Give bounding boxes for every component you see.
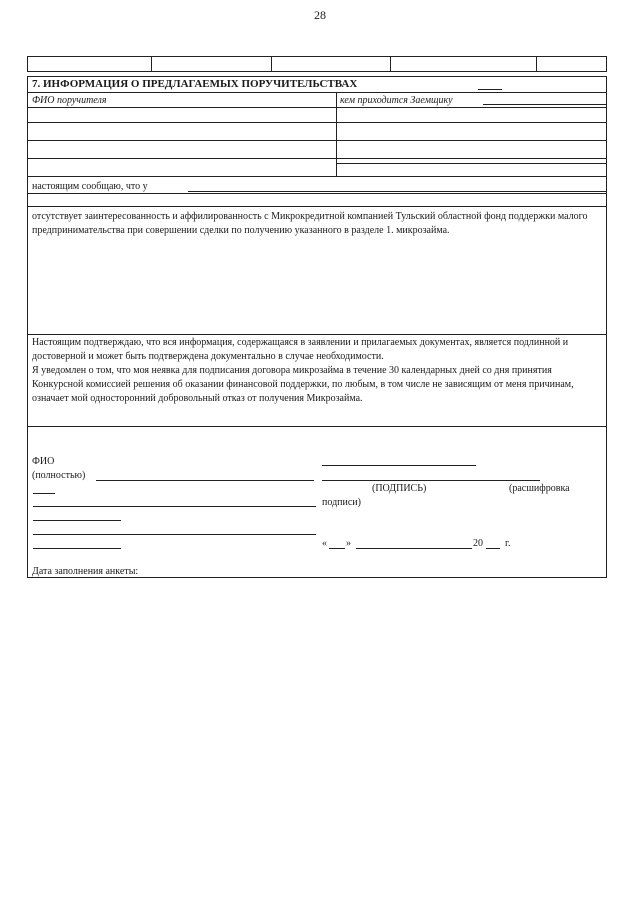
page-number: 28 bbox=[314, 8, 326, 22]
guarantor-row bbox=[27, 158, 607, 159]
notice-statement: Я уведомлен о том, что моя неявка для подписания договора микрозайма в течение 30 календарных дней со дня принятия Конкурсной комиссией решения об оказании финансовой поддержки, по любым, в том числе не зависящим от меня причинам, означает мой односторонний добровольный отказ от получения Микрозайма. bbox=[32, 365, 574, 404]
confirmation-statement: Настоящим подтверждаю, что вся информация, содержащаяся в заявлении и прилагаемых документах, является подлинной и достоверной и может быть подтверждена документально в случае необходимости. bbox=[32, 337, 569, 362]
affiliation-statement: отсутствует заинтересованность и аффилированность с Микрокредитной компанией Тульский областной фонд поддержки малого предпринимательства при совершении сделки по получению указанного в разделе 1. микрозайма. bbox=[32, 211, 588, 236]
fio-full-label: (полностью) bbox=[32, 470, 86, 481]
guarantor-row bbox=[27, 122, 607, 123]
year-prefix: 20 bbox=[473, 538, 483, 549]
date-close-quote: » bbox=[346, 538, 351, 549]
date-open-quote: « bbox=[322, 538, 327, 549]
declaration-intro: настоящим сообщаю, что у bbox=[32, 181, 148, 192]
guarantor-name-header: ФИО поручителя bbox=[32, 95, 107, 106]
year-suffix: г. bbox=[505, 538, 511, 549]
guarantor-relation-header: кем приходится Заемщику bbox=[340, 95, 453, 106]
signature-caption: (ПОДПИСЬ) bbox=[372, 483, 427, 494]
signature-decode-caption: (расшифровка bbox=[509, 483, 570, 494]
signature-decode-caption-2: подписи) bbox=[322, 497, 361, 508]
fill-date-label: Дата заполнения анкеты: bbox=[32, 566, 139, 577]
section7-title: 7. ИНФОРМАЦИЯ О ПРЕДЛАГАЕМЫХ ПОРУЧИТЕЛЬСТВАХ bbox=[32, 78, 358, 90]
fio-label: ФИО bbox=[32, 456, 55, 467]
guarantor-row bbox=[27, 140, 607, 141]
